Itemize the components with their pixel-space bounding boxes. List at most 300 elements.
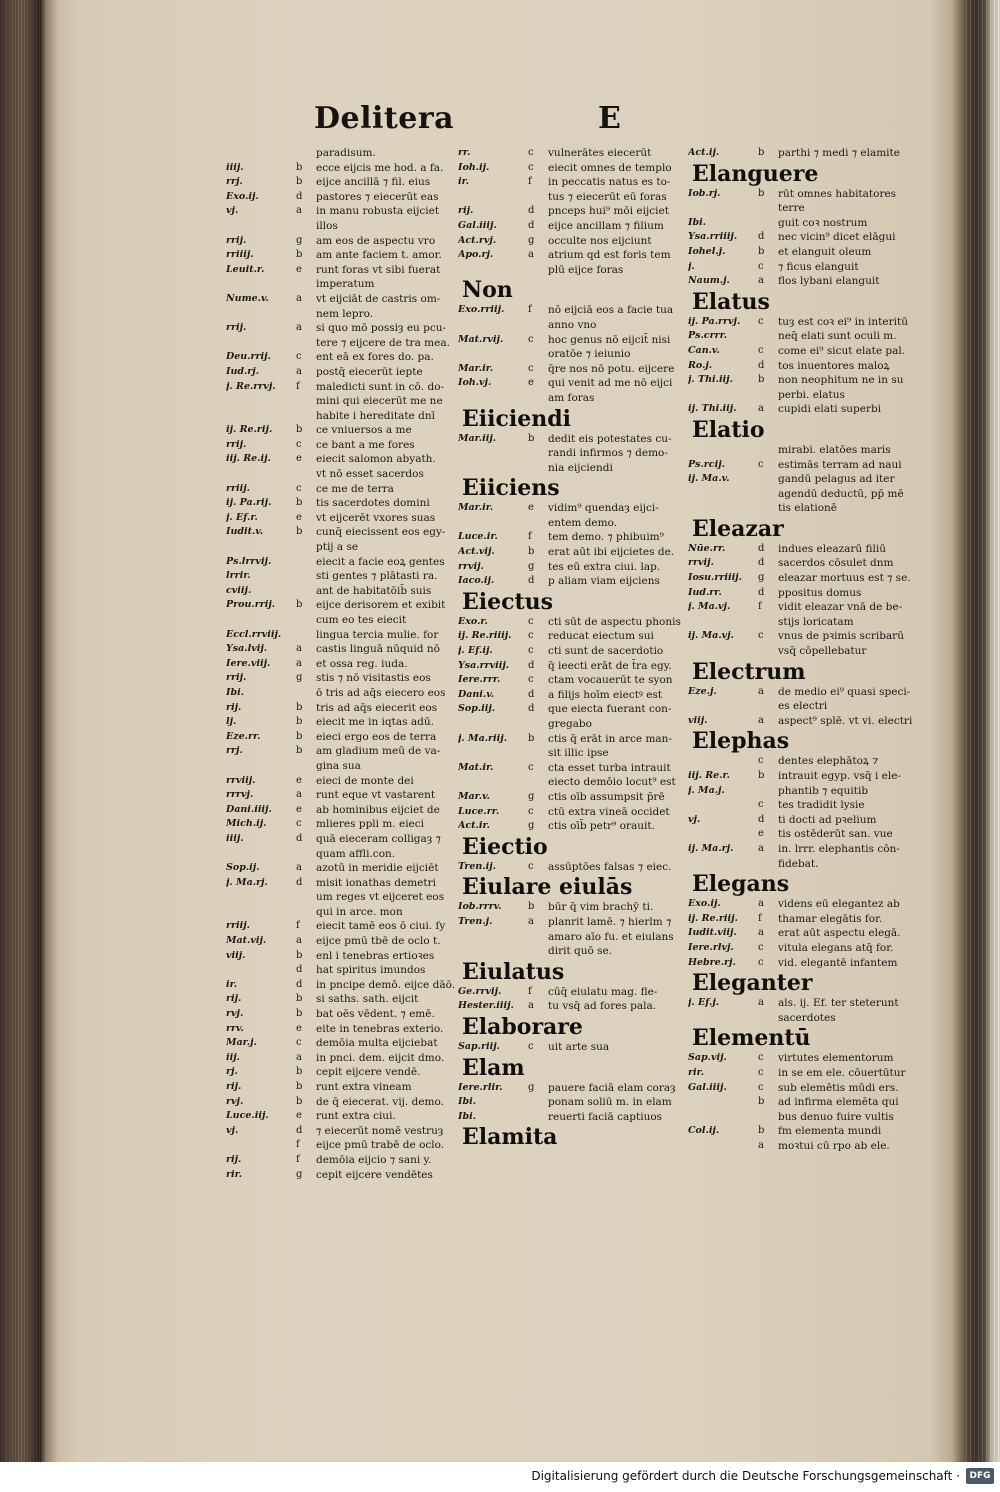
section-letter: e [758,828,764,840]
citation-reference: ij. Ma.vj. [688,630,734,642]
headword: Eiiciendi [462,405,571,432]
section-letter: g [296,672,303,684]
section-letter: b [296,701,303,713]
section-letter: c [528,761,534,773]
quotation-text: eieci de monte dei [316,774,414,787]
concordance-line [458,790,690,805]
quotation-text: si quo mō possiȝ eu pcu- [316,322,447,335]
quotation-text: in manu robusta eijciet [316,205,440,218]
quotation-text: qui venit ad me nō eijci [548,377,673,390]
concordance-line [226,1065,454,1080]
concordance-line [226,730,454,745]
citation-reference: Exo.ij. [226,190,259,202]
citation-reference: Nūe.rr. [688,542,726,554]
citation-reference: Nume.v. [226,292,269,304]
quotation-text: reuerti faciā captiuos [548,1110,663,1123]
concordance-line [688,699,922,714]
citation-reference: viij. [226,949,246,961]
citation-reference: rr. [458,147,471,158]
citation-reference: Prou.rrij. [226,599,276,611]
concordance-line [688,373,922,388]
citation-reference: Mar.ir. [458,362,494,374]
quotation-text: p aliam viam eijciens [548,575,660,588]
citation-reference: ij. Thi.iij. [688,403,737,415]
quotation-text: am foras [548,391,595,404]
citation-reference: rrviij. [226,774,256,786]
concordance-line [458,234,690,249]
concordance-line [458,333,690,348]
quotation-text: eiecit tamē eos ō ciui. ſy [316,920,446,933]
section-letter: c [296,438,302,450]
quotation-text: cunq̄ eiecissent eos egy- [316,526,446,539]
headword: Elementū [692,1025,811,1052]
quotation-text: tes tradidit lysie [778,799,865,812]
citation-reference: Ioh.vj. [458,377,492,389]
text-column-1 [226,146,454,1182]
concordance-line [458,860,690,875]
citation-reference: rvj. [226,1095,244,1107]
section-letter: e [296,1110,302,1122]
concordance-line [458,944,690,959]
citation-reference: Ibi. [458,1110,477,1122]
concordance-line [226,365,454,380]
concordance-line [226,394,454,409]
section-letter: f [296,920,300,932]
citation-reference: Iudit.viij. [688,927,737,939]
citation-reference: j. [688,260,695,272]
citation-reference: cviij. [226,584,252,596]
section-letter: a [758,1139,764,1151]
concordance-line [458,629,690,644]
concordance-line [458,999,690,1014]
concordance-line [688,472,922,487]
section-letter: a [296,205,302,217]
quotation-text: nō eijciā eos a facie tua [548,304,674,317]
quotation-text: quam affli.con. [316,847,396,860]
quotation-text: tuȝ est coꝛ ei⁹ in interitū [778,315,908,328]
concordance-line [226,423,454,438]
citation-reference: Mich.ij. [226,818,267,830]
quotation-text: nec vicin⁹ dicet elāgui [778,231,896,244]
concordance-line [688,586,922,601]
quotation-text: vnus de pꝛimis scribarū [778,630,904,643]
concordance-line [458,461,690,476]
quotation-text: ppositus domus [778,586,862,599]
section-letter: c [758,1066,764,1078]
citation-reference: Deu.rrij. [226,351,271,363]
concordance-line [688,146,922,161]
section-letter: e [296,453,302,465]
quotation-text: entem demo. [548,516,618,529]
citation-reference: j. Ef.r. [226,511,258,523]
concordance-line [226,876,454,891]
concordance-line [226,307,454,322]
concordance-line [458,673,690,688]
quotation-text: que eiecta fuerant con- [548,703,672,716]
section-letter: g [296,1168,303,1180]
concordance-line [226,686,454,701]
concordance-line [688,1066,922,1081]
section-letter: a [758,275,764,287]
concordance-line [458,560,690,575]
citation-reference: lrrir. [226,570,251,582]
concordance-line [688,600,922,615]
quotation-text: cta esset turba intrauit [548,761,671,774]
citation-reference: rir. [688,1066,705,1078]
concordance-line [226,1007,454,1022]
quotation-text: hat spiritus imundos [316,964,426,977]
concordance-line [688,245,922,260]
section-letter: a [528,1000,534,1012]
concordance-line [458,1040,690,1055]
concordance-line [688,813,922,828]
concordance-line [688,784,922,799]
quotation-text: ctis oīb̄ petr⁹ orauit. [548,820,655,833]
citation-reference: Leuit.r. [226,263,265,275]
citation-reference: Naum.j. [688,275,730,287]
citation-reference: iiij. [226,832,244,844]
section-letter: d [296,876,303,888]
concordance-line [688,842,922,857]
headword: Eleazar [692,515,784,542]
citation-reference: Col.ij. [688,1125,720,1137]
citation-reference: iij. Re.ij. [226,453,271,465]
citation-reference: Hebre.rj. [688,956,736,968]
concordance-line [688,629,922,644]
section-letter: c [528,674,534,686]
section-letter: d [528,659,535,671]
concordance-line [226,817,454,832]
footer-bar [0,1462,1000,1492]
quotation-text: quā eieceram colligaȝ ⁊ [316,832,441,845]
citation-reference: Mar.v. [458,790,490,802]
concordance-line [458,501,690,516]
concordance-line [458,574,690,589]
concordance-line [226,1036,454,1051]
running-header-left: Delitera [314,101,455,136]
citation-reference: iiij. [226,161,244,173]
section-letter: c [528,147,534,158]
quotation-text: flos lybani elanguit [778,275,880,288]
section-letter: e [296,774,302,786]
citation-reference: Iud.rj. [226,365,260,377]
section-letter: d [758,586,765,598]
citation-reference: vj. [688,813,701,825]
citation-reference: Iud.rr. [688,586,722,598]
citation-reference: rij. [226,701,242,713]
quotation-text: cepit eijcere vendētes [316,1168,433,1181]
headword: Elatio [692,416,765,443]
concordance-line [458,930,690,945]
section-letter: g [296,234,303,246]
concordance-line [226,890,454,905]
quotation-text: mini qui eiecerūt me ne [316,395,443,408]
quotation-text: ctū extra vineā occidet [548,805,670,818]
headword: Eiectus [462,588,554,615]
concordance-line [226,292,454,307]
section-letter: b [528,432,535,444]
concordance-line [226,1109,454,1124]
quotation-text: cepit eijcere vendē. [316,1066,421,1079]
quotation-text: gregabo [548,718,592,730]
concordance-line [226,204,454,219]
quotation-text: perbi. elatus [778,388,845,401]
quotation-text: cum eo tes eiecit [316,614,407,626]
section-letter: d [528,688,535,700]
section-letter: d [296,832,303,844]
concordance-line [226,277,454,292]
concordance-line [226,584,454,599]
concordance-line [226,598,454,613]
quotation-text: maledicti sunt in cō. do- [316,380,445,393]
citation-reference: Ro.j. [688,359,713,371]
citation-reference: Ibi. [458,1096,477,1108]
citation-reference: j. Ma.vj. [688,601,731,613]
concordance-line [226,438,454,453]
section-letter: e [296,1022,302,1034]
section-letter: a [758,714,764,726]
concordance-line [458,615,690,630]
concordance-line [688,857,922,872]
quotation-text: tos inuentores maloꝝ [778,359,890,372]
citation-reference: Exo.ij. [688,898,721,910]
quotation-text: ad infirma elemēta qui [778,1096,899,1109]
section-letter: c [528,860,534,872]
concordance-line [226,1080,454,1095]
page-stack-left [6,0,44,1462]
citation-reference: Eccl.rrviij. [226,628,282,640]
citation-reference: Iere.rlvj. [688,941,734,953]
section-letter: c [758,458,764,470]
quotation-text: enl i tenebras ertioꝛes [316,949,435,962]
section-letter: e [296,803,302,815]
concordance-line [688,359,922,374]
concordance-line [458,219,690,234]
section-letter: e [296,263,302,275]
section-letter: e [528,377,534,389]
citation-reference: j. Ma.j. [688,784,725,796]
quotation-text: eijce ancillam ⁊ filium [548,219,664,232]
citation-reference: rriij. [226,920,250,932]
citation-reference: rrv. [226,1022,244,1034]
citation-reference: Ge.rrvij. [458,985,502,997]
quotation-text: tes eū extra ciui. lap. [548,560,661,573]
section-letter: c [528,645,534,657]
headword: Eleganter [692,970,813,997]
concordance-line [688,260,922,275]
concordance-line [458,659,690,674]
concordance-line [688,542,922,557]
concordance-line [688,798,922,813]
concordance-line [688,1124,922,1139]
concordance-line [226,161,454,176]
quotation-text: ctam vocauerūt te syon [548,674,673,687]
section-letter: c [758,315,764,327]
citation-reference: Ysa.rrviij. [458,659,510,671]
concordance-line [226,175,454,190]
concordance-line [688,402,922,417]
section-letter: b [296,730,303,742]
concordance-line [458,318,690,333]
concordance-line [688,714,922,729]
section-letter: b [296,1066,303,1078]
concordance-line [458,204,690,219]
citation-reference: Mat.rvij. [458,333,504,345]
concordance-line [458,985,690,1000]
citation-reference: Sop.iij. [458,703,496,715]
section-letter: b [296,745,303,757]
citation-reference: ij. Ma.rj. [688,842,734,854]
citation-reference: rrij. [226,438,247,450]
quotation-text: mlieres ppli m. eieci [316,818,424,831]
concordance-line [226,234,454,249]
quotation-text: in pnci. dem. eijcit dmo. [316,1051,445,1064]
citation-reference: Luce.iij. [226,1110,269,1122]
concordance-line [458,1110,690,1125]
concordance-line [458,545,690,560]
headword: Elephas [692,728,790,755]
quotation-text: cti sūt de aspectu phonis [548,615,681,628]
headword: Non [462,277,513,304]
quotation-text: vt nō esset sacerdos [316,468,424,481]
section-letter: a [296,643,302,655]
citation-reference: j. Ef.ij. [458,645,493,657]
quotation-text: tis sacerdotes domini [316,497,430,510]
concordance-line [688,1110,922,1125]
citation-reference: Ps.lrrvij. [226,555,272,567]
quotation-text: eijce derisorem et exibit [316,599,446,612]
quotation-text: amaro aīo fu. et eiulans [548,930,674,943]
quotation-text: am eos de aspectu vro [316,234,436,247]
quotation-text: demōia eijcio ⁊ sani y. [316,1153,432,1166]
concordance-line [458,761,690,776]
quotation-text: dirit quō se. [548,945,613,958]
quotation-text: assūptōes falsas ⁊ eiec. [548,860,672,873]
citation-reference: j. Thi.iij. [688,374,733,386]
concordance-line [226,774,454,789]
section-letter: b [296,993,303,1005]
section-letter: c [296,1037,302,1049]
concordance-line [226,963,454,978]
quotation-text: eiecit me in iqtas adū. [316,716,434,729]
concordance-line [458,746,690,761]
quotation-text: qui in arce. mon [316,905,403,918]
quotation-text: bat oēs vēdent. ⁊ emē. [316,1008,435,1021]
section-letter: d [296,190,303,202]
section-letter: f [296,1153,300,1165]
quotation-text: runt extra ciui. [316,1110,396,1123]
concordance-line [688,1095,922,1110]
section-letter: c [528,362,534,374]
quotation-text: erat aūt ibi eijcietes de. [548,546,675,559]
section-letter: a [296,862,302,874]
citation-reference: Iere.viij. [226,657,271,669]
concordance-line [226,642,454,657]
quotation-text: de medio ei⁹ quasi speci- [778,685,911,698]
quotation-text: eijce pmū tbē de oclo t. [316,935,441,948]
headword: Eiulatus [462,958,565,985]
citation-reference: Eze.j. [688,685,717,697]
quotation-text: come ei⁹ sicut elate pal. [778,344,906,357]
section-letter: d [528,219,535,231]
quotation-text: intrauit egyp. vsq̄ i ele- [778,770,901,782]
section-letter: c [758,1052,764,1064]
concordance-line [458,432,690,447]
quotation-text: ce me de terra [316,482,394,495]
section-letter: c [758,1081,764,1093]
concordance-line [226,613,454,628]
concordance-line [688,926,922,941]
quotation-text: ponam soliū m. in elam [548,1096,672,1109]
headword: Elaborare [462,1013,583,1040]
section-letter: a [296,657,302,669]
quotation-text: eiecit salomon abyath. [316,453,436,466]
quotation-text: demōia multa eijciebat [316,1037,438,1050]
section-letter: f [528,531,532,543]
citation-reference: Act.rvj. [458,234,497,246]
section-letter: b [528,732,535,744]
quotation-text: tis elationē [778,502,838,515]
text-column-2 [458,146,690,1150]
concordance-line [688,487,922,502]
concordance-line [226,321,454,336]
concordance-line [458,1095,690,1110]
quotation-text: als. ij. Ef. ter steterunt [778,997,899,1010]
section-letter: c [528,805,534,817]
section-letter: c [758,799,764,811]
quotation-text: dentes elephātoꝝ ⁊ [778,755,879,768]
concordance-line [458,1081,690,1096]
section-letter: d [528,205,535,217]
citation-reference: rriij. [226,482,250,494]
section-letter: d [296,978,303,990]
concordance-line [458,303,690,318]
section-letter: b [758,147,765,158]
concordance-line [688,187,922,202]
concordance-line [688,644,922,659]
section-letter: a [296,789,302,801]
quotation-text: q̄re nos nō potu. eijcere [548,362,675,375]
quotation-text: ce vniuersos a me [316,424,412,437]
quotation-text: vid. elegantē infantem [778,956,898,969]
section-letter: a [758,685,764,697]
citation-reference: Luce.rr. [458,805,500,817]
citation-reference: Mar.j. [226,1037,257,1049]
section-letter: b [528,901,535,913]
concordance-line [226,219,454,234]
quotation-text: sacerdos cōsulet dnm [778,557,894,570]
citation-reference: lj. [226,716,237,728]
citation-reference: Dani.v. [458,688,495,700]
quotation-text: ce bant a me fores [316,438,415,451]
quotation-text: virtutes elementorum [778,1052,894,1065]
section-letter: b [296,1081,303,1092]
section-letter: f [296,380,300,392]
section-letter: c [758,630,764,642]
section-letter: a [528,249,534,261]
quotation-text: eiecto demōio locut⁹ est [548,776,676,789]
concordance-line [688,912,922,927]
concordance-line [688,615,922,630]
concordance-line [688,344,922,359]
quotation-text: vitula elegans atq̄ for. [778,941,894,954]
quotation-text: atrium qd est foris tem [548,249,671,262]
quotation-text: eijce pmū trabē de oclo. [316,1139,445,1152]
concordance-line [688,556,922,571]
headword: Eiectio [462,833,548,860]
citation-reference: Mar.ir. [458,502,494,514]
section-letter: b [758,770,765,781]
